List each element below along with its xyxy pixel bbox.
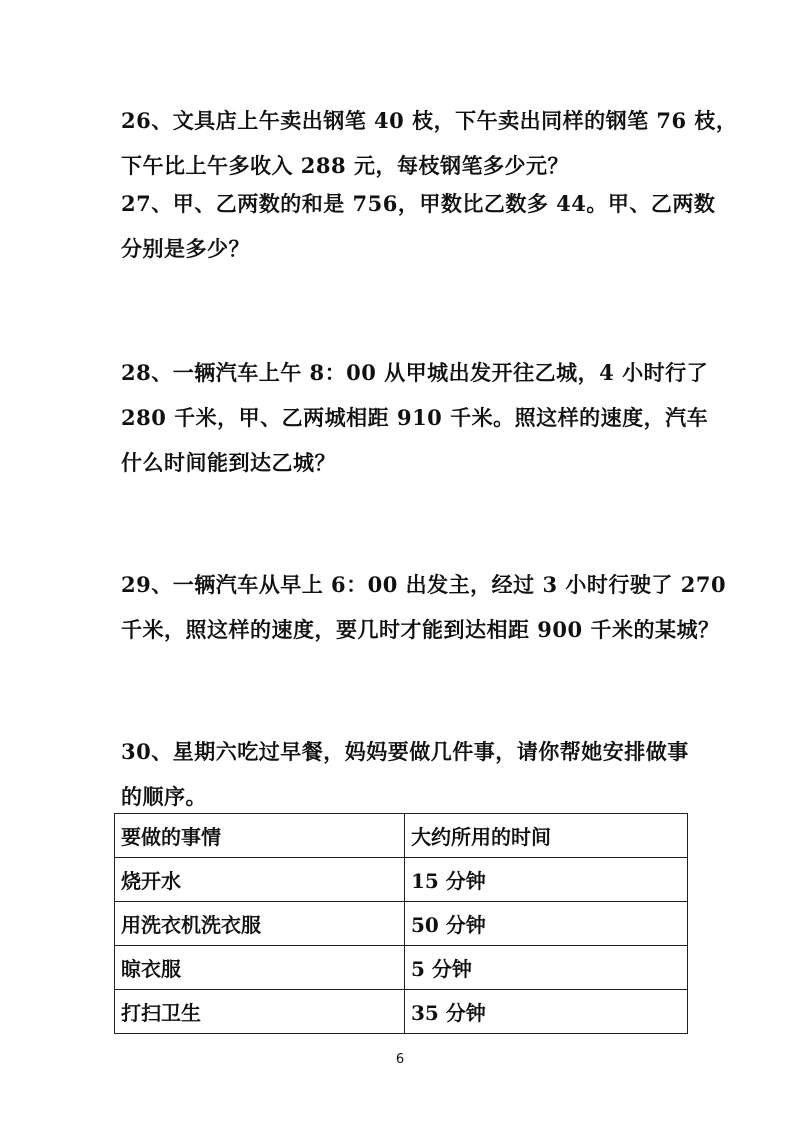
table-cell-task: 用洗衣机洗衣服 <box>115 902 405 946</box>
table-cell-task: 烧开水 <box>115 858 405 902</box>
table-cell-time: 50 分钟 <box>405 902 688 946</box>
table-header-time: 大约所用的时间 <box>405 814 688 858</box>
problem-30-line-1: 30、星期六吃过早餐，妈妈要做几件事，请你帮她安排做事 <box>121 739 689 764</box>
problem-27-line-2: 分别是多少？ <box>121 236 250 261</box>
problem-28 <box>121 350 709 485</box>
problem-30-line-2: 的顺序。 <box>121 784 207 809</box>
problem-26-line-1: 26、文具店上午卖出钢笔 40 枝，下午卖出同样的钢笔 76 枝， <box>121 108 738 133</box>
page-number: 6 <box>395 1052 405 1067</box>
table-header-task: 要做的事情 <box>115 814 405 858</box>
table-header-row <box>115 814 688 858</box>
chores-table <box>114 813 688 1034</box>
problem-27-line-1: 27、甲、乙两数的和是 756，甲数比乙数多 44。甲、乙两数 <box>121 191 716 216</box>
table-cell-task: 晾衣服 <box>115 946 405 990</box>
table-row <box>115 858 688 902</box>
table-cell-time: 5 分钟 <box>405 946 688 990</box>
problem-29-line-2: 千米，照这样的速度，要几时才能到达相距 900 千米的某城？ <box>121 617 720 642</box>
problem-28-line-3: 什么时间能到达乙城？ <box>121 450 336 475</box>
table-cell-time: 15 分钟 <box>405 858 688 902</box>
problem-29-line-1: 29、一辆汽车从早上 6：00 出发主，经过 3 小时行驶了 270 <box>121 572 727 597</box>
problem-28-line-1: 28、一辆汽车上午 8：00 从甲城出发开往乙城，4 小时行了 <box>121 360 709 385</box>
table-cell-time: 35 分钟 <box>405 990 688 1034</box>
table-cell-task: 打扫卫生 <box>115 990 405 1034</box>
problem-26-line-2: 下午比上午多收入 288 元，每枝钢笔多少元？ <box>121 153 569 178</box>
table-row <box>115 990 688 1034</box>
problem-26 <box>121 98 738 188</box>
problem-29 <box>121 562 727 652</box>
table-row <box>115 902 688 946</box>
problem-27 <box>121 181 716 271</box>
problem-28-line-2: 280 千米，甲、乙两城相距 910 千米。照这样的速度，汽车 <box>121 405 709 430</box>
problem-30 <box>121 729 691 819</box>
table-row <box>115 946 688 990</box>
